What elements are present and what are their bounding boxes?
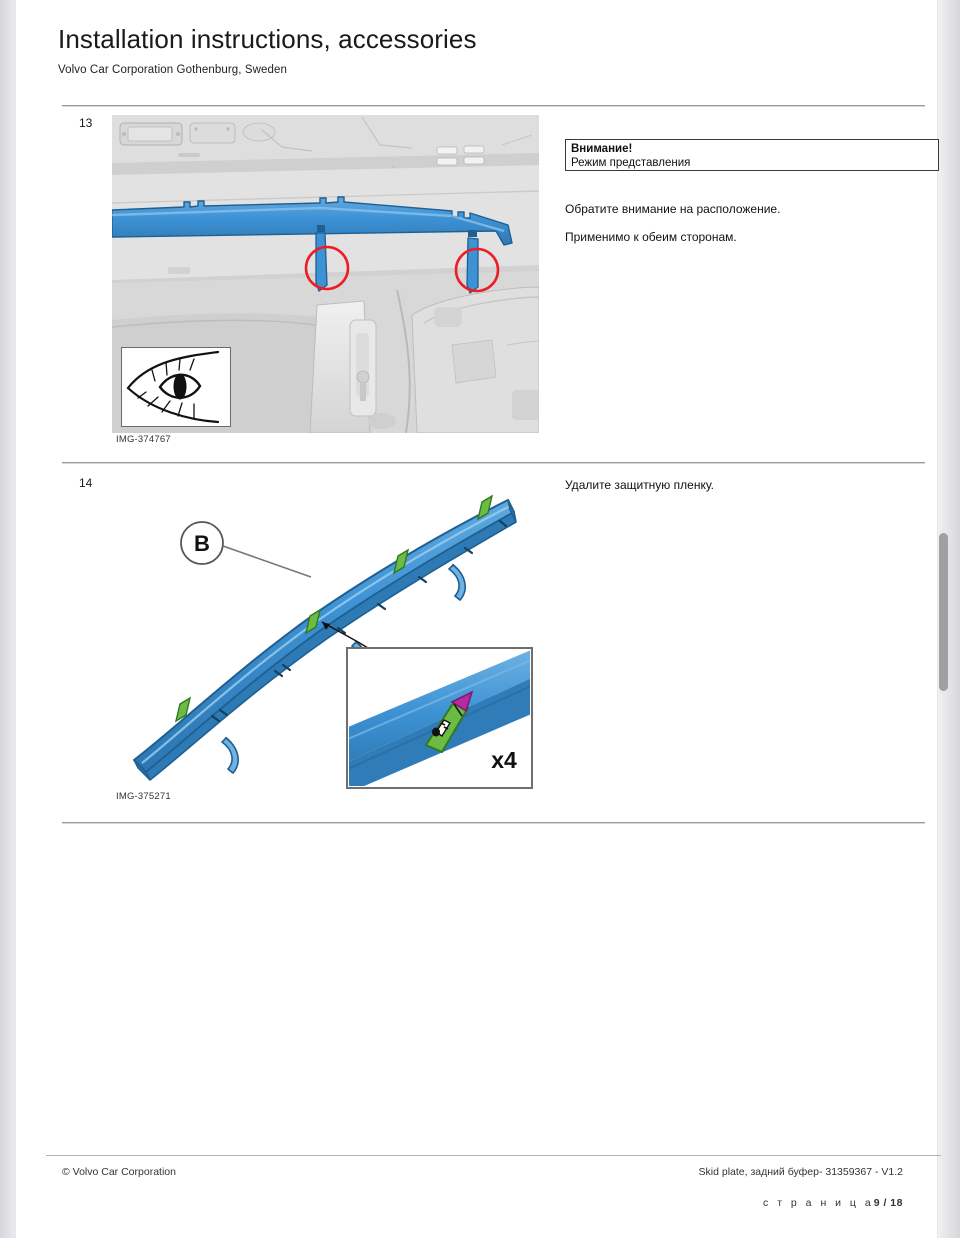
document-page <box>16 0 937 1238</box>
eye-icon <box>122 348 230 426</box>
figure-caption-14: IMG-375271 <box>116 791 171 802</box>
step-13-note-1: Обратите внимание на расположение. <box>565 202 781 216</box>
step-13-note-2: Применимо к обеим сторонам. <box>565 230 737 244</box>
divider-middle <box>62 462 925 464</box>
page-subtitle: Volvo Car Corporation Gothenburg, Sweden <box>58 64 288 76</box>
step-14-instruction: Удалите защитную пленку. <box>565 478 714 492</box>
footer-copyright: © Volvo Car Corporation <box>62 1166 176 1178</box>
footer-page-number <box>763 1197 903 1209</box>
figure-step-14 <box>116 480 543 790</box>
page-title: Installation instructions, accessories <box>58 24 477 54</box>
callout-label-b: B <box>194 531 210 556</box>
divider-top <box>62 105 925 107</box>
eye-inspection-inset <box>121 347 231 427</box>
page-left-gutter <box>0 0 16 1238</box>
step-number-14: 14 <box>79 476 93 490</box>
footer-page-value: 9 / 18 <box>873 1197 903 1209</box>
figure-caption-13: IMG-374767 <box>116 434 171 445</box>
detail-quantity-label: x4 <box>491 747 517 773</box>
figure-step-13 <box>112 115 539 433</box>
warning-box <box>565 139 939 171</box>
warning-title: Внимание! <box>571 143 633 155</box>
scrollbar-thumb[interactable] <box>939 533 948 691</box>
divider-bottom <box>62 822 925 824</box>
footer-page-label: с т р а н и ц а <box>763 1197 874 1209</box>
detail-inset <box>341 648 536 790</box>
warning-subtitle: Режим представления <box>571 157 691 169</box>
step-number-13: 13 <box>79 116 93 130</box>
footer-divider <box>46 1155 941 1156</box>
footer-document-id: Skid plate, задний буфер- 31359367 - V1.2 <box>698 1166 903 1178</box>
